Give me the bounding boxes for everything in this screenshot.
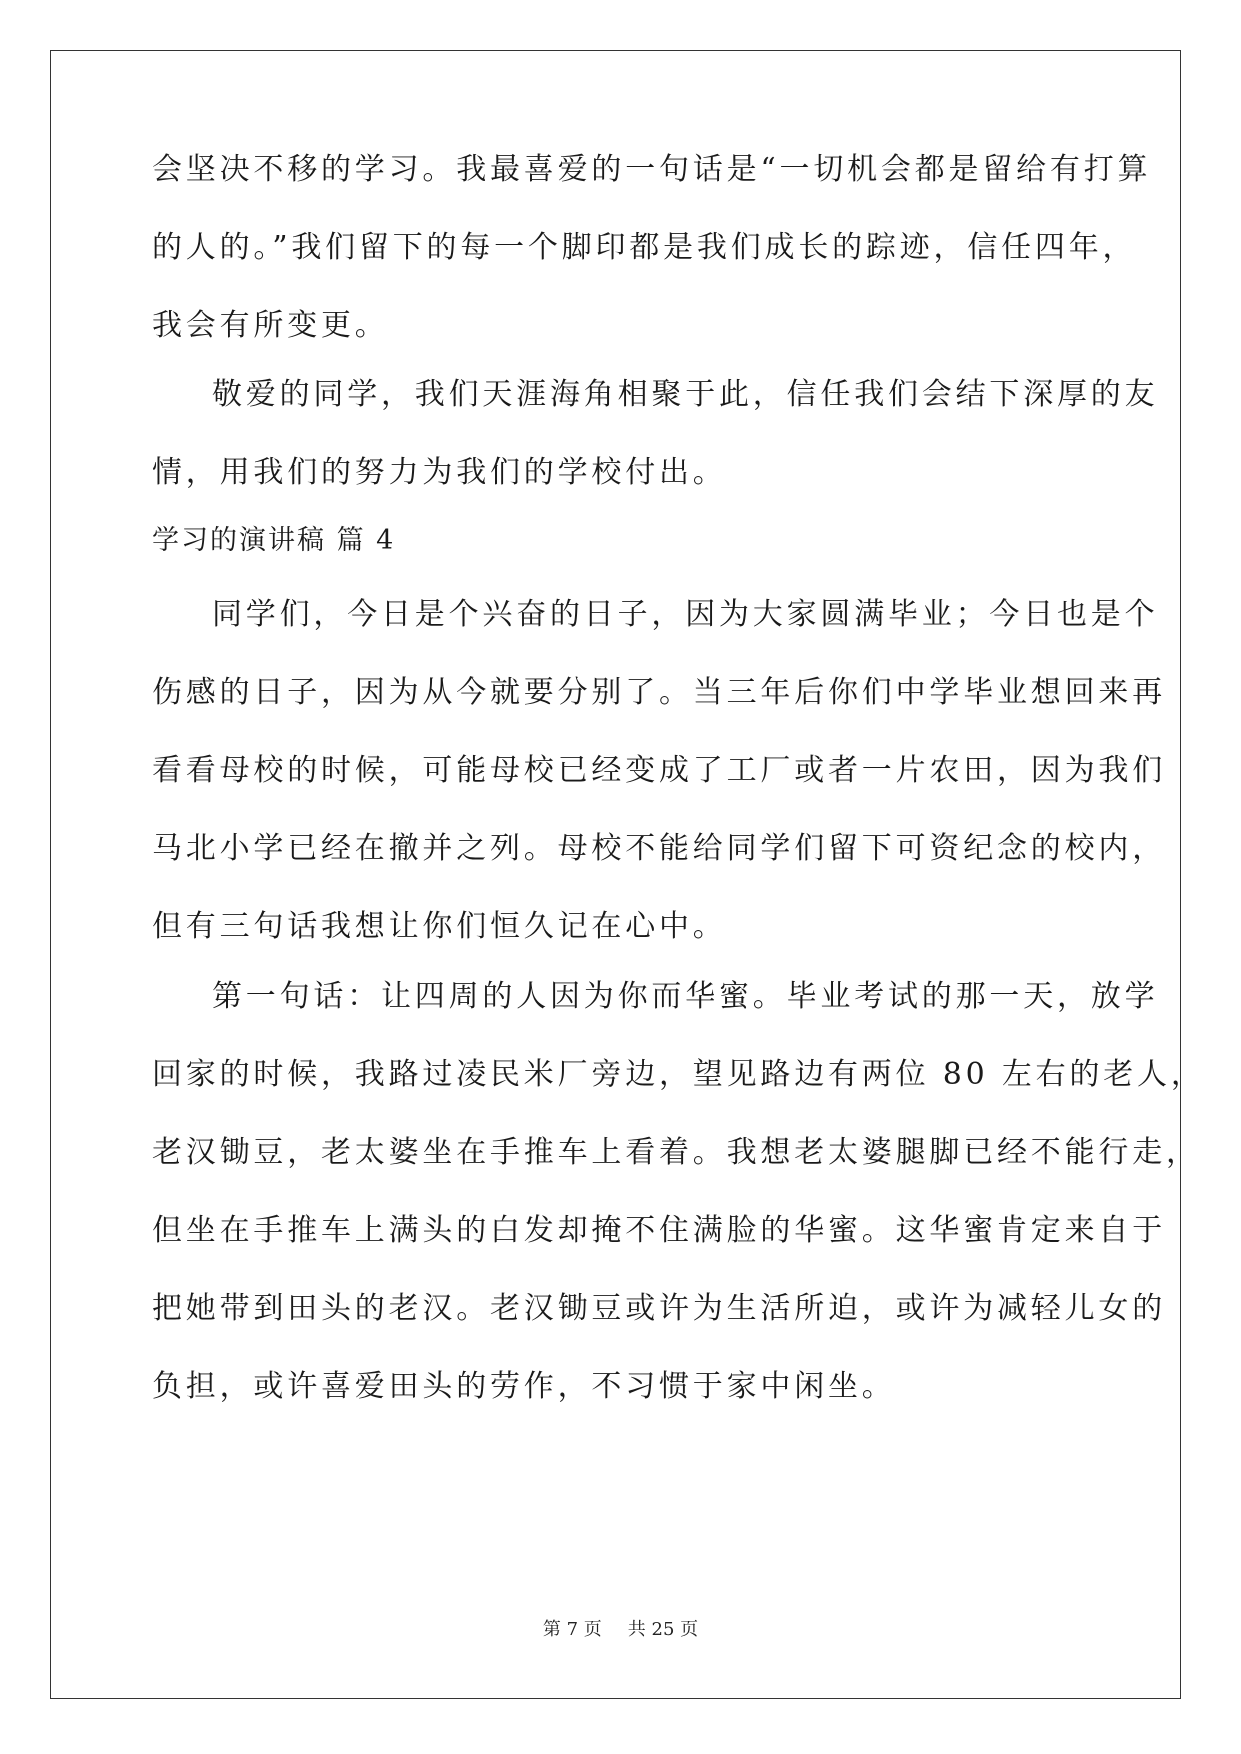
- page-border: [50, 50, 1181, 1699]
- text-line: 伤感的日子，因为从今就要分别了。当三年后你们中学毕业想回来再: [152, 675, 1166, 710]
- text-line: 我会有所变更。: [152, 308, 389, 343]
- text-line: 把她带到田头的老汉。老汉锄豆或许为生活所迫，或许为减轻儿女的: [152, 1291, 1166, 1326]
- page-number: 第 7 页: [542, 1619, 602, 1640]
- section-heading: 学习的演讲稿 篇 4: [152, 525, 396, 556]
- text-line: 情，用我们的努力为我们的学校付出。: [152, 455, 727, 490]
- page-footer: [0, 1618, 1241, 1642]
- text-line: 但坐在手推车上满头的白发却掩不住满脸的华蜜。这华蜜肯定来自于: [152, 1213, 1166, 1248]
- paragraph-first-line: 敬爱的同学，我们天涯海角相聚于此，信任我们会结下深厚的友: [212, 377, 1159, 412]
- page-total: 共 25 页: [627, 1619, 699, 1640]
- text-line: 老汉锄豆，老太婆坐在手推车上看着。我想老太婆腿脚已经不能行走，: [152, 1135, 1200, 1170]
- paragraph-first-line: 第一句话：让四周的人因为你而华蜜。毕业考试的那一天，放学: [212, 979, 1159, 1014]
- text-line: 会坚决不移的学习。我最喜爱的一句话是“一切机会都是留给有打算: [152, 152, 1152, 187]
- paragraph-first-line: 同学们，今日是个兴奋的日子，因为大家圆满毕业；今日也是个: [212, 597, 1159, 632]
- text-line: 的人的。”我们留下的每一个脚印都是我们成长的踪迹，信任四年，: [152, 230, 1137, 265]
- text-line: 但有三句话我想让你们恒久记在心中。: [152, 909, 727, 944]
- text-line: 看看母校的时候，可能母校已经变成了工厂或者一片农田，因为我们: [152, 753, 1166, 788]
- text-line: 回家的时候，我路过凌民米厂旁边，望见路边有两位 80 左右的老人，: [152, 1057, 1205, 1092]
- text-line: 马北小学已经在撤并之列。母校不能给同学们留下可资纪念的校内，: [152, 831, 1166, 866]
- text-line: 负担，或许喜爱田头的劳作，不习惯于家中闲坐。: [152, 1369, 896, 1404]
